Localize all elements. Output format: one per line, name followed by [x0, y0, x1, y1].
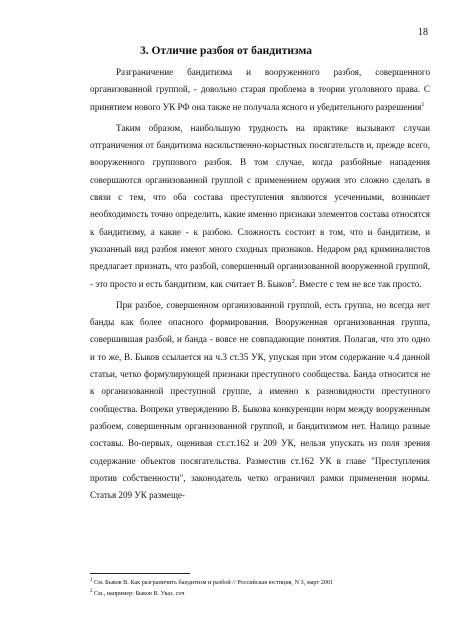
paragraph-text: Таким образом, наибольшую трудность на практике вызывают случаи отграничения от бандитизма насильственно-корыстных посягательств и, прежде всего, вооруженного группового разбоя. В том случае, когда разбойные нападения совершаются организованной группой с применением оружия это сложно сделать в связи с тем, что оба состава преступления являются усеченными, возникает необходимость точно определить, какие именно признаки элементов состава относятся к бандитизму, а какие - к разбою. Сложность состоит в том, что и бандитизм, и указанный вид разбоя имеют много сходных признаков. Недаром ряд криминалистов предлагает признать, что разбой, совершенный организованной вооруженной группой, - это просто и есть бандитизм, как считает В. Быков — [90, 122, 430, 289]
footnote-ref-2: 2 — [291, 278, 295, 285]
paragraph-text: При разбое, совершенном организованной группой, есть группа, но всегда нет банды как более опасного формирования. Вооруженная организованная группа, совершившая разбой, и банда - вовсе не совпадающие понятия. Полагая, что это одно и то же, В. Быков ссылается на ч.3 ст.35 УК, упуская при этом содержание ч.4 данной статьи, четко формулирующей признаки преступного сообщества. Банда относится не к организованной преступной группе, а именно к разновидности преступного сообщества. Вопреки утверждению В. Быкова конкуренции норм между вооруженным разбоем, совершенным организованной группой, и бандитизмом нет. Налицо разные составы. Во-первых, оценивая ст.ст.162 и 209 УК, нельзя упускать из поля зрения содержание объектов посягательства. Разместив ст.162 УК в главе "Преступления против собственности", законодатель четко ограничил рамки применения нормы. Статья 209 УК размеще- — [90, 299, 430, 501]
footnote-number: 2 — [90, 589, 93, 595]
footnote-text: См. Быков В. Как разграничить бандитизм и разбой // Российская юстиция, N 3, март 2001 — [94, 579, 334, 587]
section-heading: 3. Отличие разбоя от бандитизма — [140, 45, 312, 57]
paragraph-3 — [90, 297, 430, 505]
footnotes — [90, 576, 430, 598]
paragraph-text: Разграничение бандитизма и вооруженного разбоя, совершенного организованной группой, - довольно старая проблема в теории уголовного права. С принятием нового УК РФ она также не получала ясного и убедительного разрешения — [90, 67, 430, 112]
body-text — [90, 64, 430, 504]
page-number: 18 — [418, 27, 428, 38]
footnote-divider — [90, 573, 190, 574]
footnote-2 — [90, 587, 430, 598]
paragraph-text-tail: . Вместе с тем не все так просто. — [294, 278, 422, 289]
paragraph-1 — [90, 64, 430, 116]
footnote-text: См., например: Быков В. Указ. соч — [94, 590, 185, 598]
footnote-ref-1: 1 — [421, 101, 425, 108]
paragraph-2 — [90, 120, 430, 293]
footnote-1 — [90, 576, 430, 587]
footnote-number: 1 — [90, 578, 93, 583]
